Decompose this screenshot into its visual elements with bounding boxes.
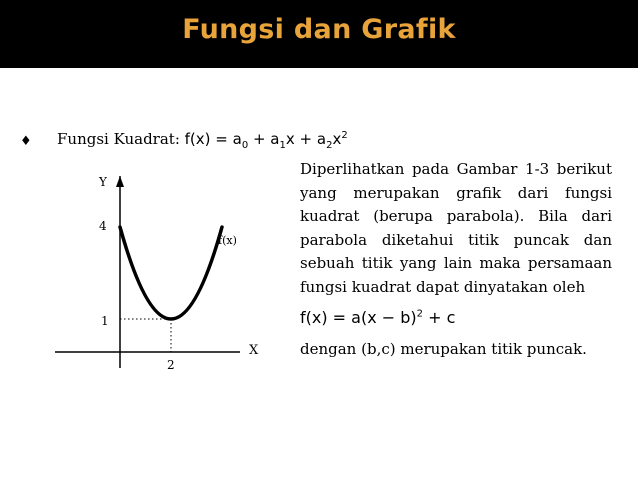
formula-part: x bbox=[332, 130, 342, 148]
description-paragraph bbox=[300, 158, 612, 300]
x-axis-label: X bbox=[249, 343, 259, 358]
title-bar bbox=[0, 0, 638, 68]
formula-sub: 1 bbox=[279, 140, 286, 151]
quadratic-formula bbox=[184, 130, 348, 151]
page-title: Fungsi dan Grafik bbox=[182, 14, 456, 45]
intro-line bbox=[57, 130, 348, 151]
diamond-bullet-icon: ♦ bbox=[20, 134, 32, 149]
vertex-formula bbox=[300, 308, 455, 327]
x-tick-2: 2 bbox=[167, 358, 175, 372]
y-axis-arrow-icon bbox=[116, 176, 124, 187]
description-text: Diperlihatkan pada Gambar 1-3 berikut yang merupakan grafik dari fungsi kuadrat (berupa parabola). Bila dari parabola diketahui titik puncak dan sebuah titik yang lain maka persamaan fungsi kuadrat dapat dinyatakan oleh bbox=[300, 160, 612, 296]
formula-part: f(x) = a(x − b) bbox=[300, 308, 417, 327]
formula-part: x + a bbox=[285, 130, 327, 148]
y-tick-4: 4 bbox=[99, 219, 107, 233]
intro-label: Fungsi Kuadrat: bbox=[57, 130, 180, 148]
parabola-graph bbox=[55, 168, 280, 383]
y-tick-1: 1 bbox=[101, 314, 109, 328]
formula-sub: 2 bbox=[326, 140, 333, 151]
formula-part: + c bbox=[423, 308, 456, 327]
y-axis-label: Y bbox=[99, 175, 107, 189]
formula-sup: 2 bbox=[341, 130, 348, 141]
formula-sup: 2 bbox=[416, 308, 424, 320]
formula-part: f(x) = a bbox=[184, 130, 242, 148]
curve-label: f(x) bbox=[218, 234, 237, 247]
parabola-curve bbox=[120, 227, 222, 319]
formula-part: + a bbox=[248, 130, 280, 148]
description-end: dengan (b,c) merupakan titik puncak. bbox=[300, 340, 587, 358]
formula-sub: 0 bbox=[241, 140, 249, 151]
